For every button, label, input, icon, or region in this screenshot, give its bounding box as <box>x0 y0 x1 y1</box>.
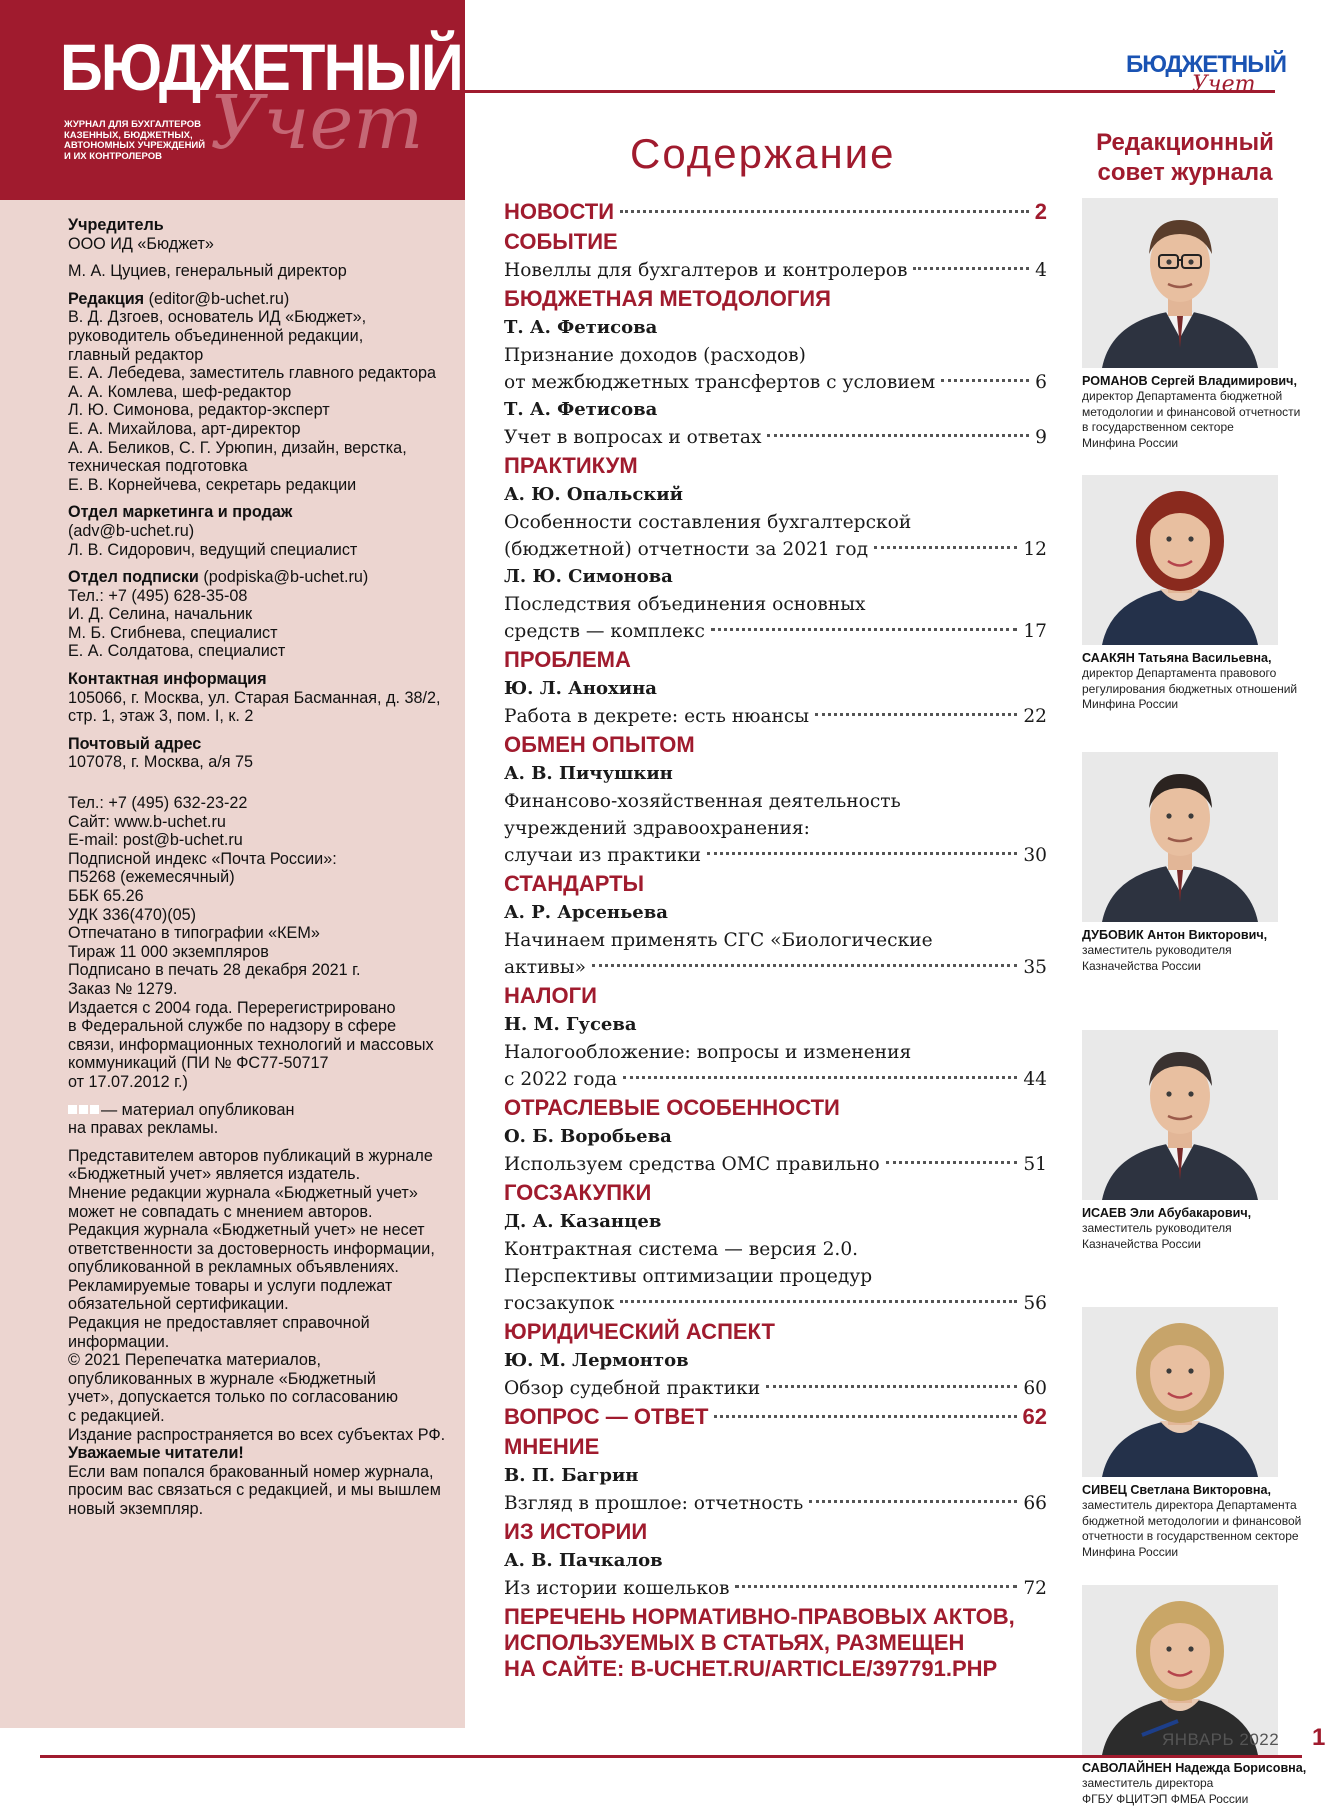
text-line: Тел.: +7 (495) 632-23-22 <box>68 794 443 813</box>
member-role-line: Минфина России <box>1082 1545 1314 1561</box>
masthead <box>0 0 465 200</box>
text-line: E-mail: post@b-uchet.ru <box>68 831 443 850</box>
text-line: И. Д. Селина, начальник <box>68 605 443 624</box>
ad-note-block <box>68 1101 443 1138</box>
toc-article-line: Контрактная система — версия 2.0. <box>504 1236 1047 1263</box>
text-line: В. Д. Дзгоев, основатель ИД «Бюджет», <box>68 308 443 327</box>
text-line: Редакция не предоставляет справочной <box>68 1314 443 1333</box>
toc-article-entry-page: 44 <box>1023 1066 1047 1093</box>
toc-article-entry[interactable] <box>504 1575 1047 1602</box>
toc-footer-note <box>504 1604 1047 1682</box>
toc-section-heading: ЮРИДИЧЕСКИЙ АСПЕКТ <box>504 1317 1047 1347</box>
text-line: А. А. Беликов, С. Г. Урюпин, дизайн, верстка, <box>68 439 443 458</box>
toc-article-line: Налогообложение: вопросы и изменения <box>504 1039 1047 1066</box>
text-line: Подписной индекс «Почта России»: <box>68 850 443 869</box>
member-name: СИВЕЦ Светлана Викторовна, <box>1082 1483 1314 1498</box>
toc-author: Ю. Л. Анохина <box>504 675 1047 703</box>
toc-article-line: Перспективы оптимизации процедур <box>504 1263 1047 1290</box>
toc-article-line: учреждений здравоохранения: <box>504 815 1047 842</box>
toc-section-entry-page: 62 <box>1023 1402 1047 1432</box>
leader-dots <box>766 1385 1017 1388</box>
board-member <box>1082 1585 1314 1807</box>
text-line: ответственности за достоверность информации, <box>68 1240 443 1259</box>
text-line: © 2021 Перепечатка материалов, <box>68 1351 443 1370</box>
toc-section-entry-page: 2 <box>1035 197 1047 227</box>
contacts-lines <box>68 689 443 726</box>
member-role-line: Казначейства России <box>1082 1237 1314 1253</box>
editorial-block <box>68 290 443 495</box>
member-name: САВОЛАЙНЕН Надежда Борисовна, <box>1082 1761 1314 1776</box>
subscription-email: (podpiska@b-uchet.ru) <box>199 568 368 586</box>
toc-article-entry-page: 22 <box>1023 703 1047 730</box>
text-line: Мнение редакции журнала «Бюджетный учет» <box>68 1184 443 1203</box>
leader-dots <box>809 1500 1017 1503</box>
board-member <box>1082 752 1314 974</box>
imprint-column <box>0 0 465 1728</box>
ad-marker-square <box>68 1105 77 1114</box>
toc-article-entry-page: 60 <box>1023 1375 1047 1402</box>
toc-footer-line: НА САЙТЕ: B-UCHET.RU/ARTICLE/397791.PHP <box>504 1656 1047 1682</box>
member-role <box>1082 389 1314 451</box>
leader-dots <box>620 210 1029 213</box>
toc-article-entry-page: 4 <box>1035 257 1047 284</box>
toc-title: Содержание <box>630 130 895 178</box>
text-line: Отпечатано в типографии «КЕМ» <box>68 924 443 943</box>
toc-article-entry-page: 30 <box>1023 842 1047 869</box>
postal-title: Почтовый адрес <box>68 735 443 754</box>
leader-dots <box>913 267 1029 270</box>
small-logo <box>1126 52 1286 78</box>
member-role-line: методологии и финансовой отчетности <box>1082 405 1314 421</box>
toc-section-entry-label: НОВОСТИ <box>504 197 614 227</box>
text-line: Е. А. Лебедева, заместитель главного редактора <box>68 364 443 383</box>
board-member <box>1082 198 1314 451</box>
info-lines <box>68 794 443 1092</box>
member-role-line: директор Департамента правового <box>1082 666 1314 682</box>
text-line: Представителем авторов публикаций в журнале <box>68 1147 443 1166</box>
toc-article-entry[interactable] <box>504 1066 1047 1093</box>
board-member <box>1082 1307 1314 1560</box>
toc-section-entry[interactable] <box>504 1402 1047 1432</box>
member-role-line: директор Департамента бюджетной <box>1082 389 1314 405</box>
text-line: Рекламируемые товары и услуги подлежат <box>68 1277 443 1296</box>
small-logo-script: Учет <box>1192 72 1255 97</box>
text-line: в Федеральной службе по надзору в сфере <box>68 1017 443 1036</box>
toc-author: Д. А. Казанцев <box>504 1208 1047 1236</box>
masthead-subtitle-line: ЖУРНАЛ ДЛЯ БУХГАЛТЕРОВ <box>64 120 224 131</box>
leader-dots <box>714 1415 1016 1418</box>
postal-block <box>68 735 443 772</box>
info-block <box>68 794 443 1092</box>
text-line: Тираж 11 000 экземпляров <box>68 943 443 962</box>
text-line: (adv@b-uchet.ru) <box>68 522 443 541</box>
member-name: ИСАЕВ Эли Абубакарович, <box>1082 1206 1314 1221</box>
member-role-line: бюджетной методологии и финансовой <box>1082 1514 1314 1530</box>
editorial-lines <box>68 308 443 494</box>
editorial-title: Редакция <box>68 290 144 308</box>
leader-dots <box>735 1585 1017 1588</box>
subscription-block <box>68 568 443 661</box>
toc-section-heading: ОТРАСЛЕВЫЕ ОСОБЕННОСТИ <box>504 1093 1047 1123</box>
toc-article-entry-page: 6 <box>1035 369 1047 396</box>
marketing-title: Отдел маркетинга и продаж <box>68 503 443 522</box>
toc-article-entry-page: 12 <box>1023 536 1047 563</box>
toc-article-entry-label: Из истории кошельков <box>504 1575 729 1602</box>
toc-section-heading: СТАНДАРТЫ <box>504 869 1047 899</box>
text-line: просим вас связаться с редакцией, и мы вышлем <box>68 1481 443 1500</box>
toc-author: А. Ю. Опальский <box>504 481 1047 509</box>
text-line: Л. В. Сидорович, ведущий специалист <box>68 541 443 560</box>
member-role <box>1082 1776 1314 1807</box>
member-role-line: регулирования бюджетных отношений <box>1082 682 1314 698</box>
toc-article-entry-label: (бюджетной) отчетности за 2021 год <box>504 536 868 563</box>
toc-section-heading: ИЗ ИСТОРИИ <box>504 1517 1047 1547</box>
toc-footer-line: ИСПОЛЬЗУЕМЫХ В СТАТЬЯХ, РАЗМЕЩЕН <box>504 1630 1047 1656</box>
text-line: учет», допускается только по согласованию <box>68 1388 443 1407</box>
toc-author: А. В. Пачкалов <box>504 1547 1047 1575</box>
toc-article-entry[interactable] <box>504 703 1047 730</box>
page-number: 1 <box>1312 1724 1325 1752</box>
toc-article-entry-page: 9 <box>1035 424 1047 451</box>
toc-article-entry-label: Обзор судебной практики <box>504 1375 760 1402</box>
text-line: обязательной сертификации. <box>68 1295 443 1314</box>
toc-author: А. Р. Арсеньева <box>504 899 1047 927</box>
toc-section-heading: ПРОБЛЕМА <box>504 645 1047 675</box>
toc-article-entry[interactable] <box>504 369 1047 396</box>
toc-article-entry-page: 17 <box>1023 618 1047 645</box>
text-line: коммуникаций (ПИ № ФС77-50717 <box>68 1054 443 1073</box>
readers-lines <box>68 1463 443 1519</box>
toc-article-line: Особенности составления бухгалтерской <box>504 509 1047 536</box>
leader-dots <box>620 1300 1017 1303</box>
toc-footer-line: ПЕРЕЧЕНЬ НОРМАТИВНО-ПРАВОВЫХ АКТОВ, <box>504 1604 1047 1630</box>
text-line: Издается с 2004 года. Перерегистрировано <box>68 999 443 1018</box>
text-line: руководитель объединенной редакции, <box>68 327 443 346</box>
member-name: СААКЯН Татьяна Васильевна, <box>1082 651 1314 666</box>
member-role <box>1082 666 1314 713</box>
masthead-subtitle-line: И ИХ КОНТРОЛЕРОВ <box>64 152 224 163</box>
member-name: РОМАНОВ Сергей Владимирович, <box>1082 374 1314 389</box>
leader-dots <box>941 379 1029 382</box>
portrait-photo <box>1082 198 1278 368</box>
bottom-rule <box>40 1755 1302 1758</box>
toc-section-heading: ПРАКТИКУМ <box>504 451 1047 481</box>
leader-dots <box>623 1076 1017 1079</box>
toc-article-entry[interactable] <box>504 618 1047 645</box>
member-name: ДУБОВИК Антон Викторович, <box>1082 928 1314 943</box>
board-heading <box>1085 128 1285 188</box>
text-line: П5268 (ежемесячный) <box>68 868 443 887</box>
subscription-lines <box>68 587 443 661</box>
toc-section-entry[interactable] <box>504 197 1047 227</box>
toc-article-line: Признание доходов (расходов) <box>504 342 1047 369</box>
issue-date: ЯНВАРЬ 2022 <box>1162 1730 1279 1750</box>
portrait-photo <box>1082 475 1278 645</box>
toc-article-entry-label: Учет в вопросах и ответах <box>504 424 761 451</box>
member-role-line: заместитель руководителя <box>1082 943 1314 959</box>
director-block <box>68 262 443 281</box>
toc-article-entry[interactable] <box>504 1151 1047 1178</box>
toc-article-entry[interactable] <box>504 842 1047 869</box>
toc-author: Т. А. Фетисова <box>504 314 1047 342</box>
text-line: техническая подготовка <box>68 457 443 476</box>
toc-author: Т. А. Фетисова <box>504 396 1047 424</box>
text-line: с редакцией. <box>68 1407 443 1426</box>
text-line: опубликованной в рекламных объявлениях. <box>68 1258 443 1277</box>
text-line: от 17.07.2012 г.) <box>68 1073 443 1092</box>
text-line: стр. 1, этаж 3, пом. I, к. 2 <box>68 707 443 726</box>
toc-article-line: Начинаем применять СГС «Биологические <box>504 927 1047 954</box>
toc-section-heading: ОБМЕН ОПЫТОМ <box>504 730 1047 760</box>
text-line: Если вам попался бракованный номер журнала, <box>68 1463 443 1482</box>
readers-title: Уважаемые читатели! <box>68 1444 443 1463</box>
toc-article-entry-label: случаи из практики <box>504 842 701 869</box>
founder-block <box>68 216 443 253</box>
marketing-lines <box>68 522 443 559</box>
masthead-subtitle-line: АВТОНОМНЫХ УЧРЕЖДЕНИЙ <box>64 141 224 152</box>
toc-article-entry-label: госзакупок <box>504 1290 614 1317</box>
text-line: УДК 336(470)(05) <box>68 906 443 925</box>
toc-article-entry-page: 56 <box>1023 1290 1047 1317</box>
text-line: Тел.: +7 (495) 628-35-08 <box>68 587 443 606</box>
toc-article-line: Финансово-хозяйственная деятельность <box>504 788 1047 815</box>
text-line: Л. Ю. Симонова, редактор-эксперт <box>68 401 443 420</box>
text-line: Е. А. Михайлова, арт-директор <box>68 420 443 439</box>
text-line: Е. А. Солдатова, специалист <box>68 642 443 661</box>
toc-author: Н. М. Гусева <box>504 1011 1047 1039</box>
board-heading-line: Редакционный <box>1085 128 1285 158</box>
toc-article-entry-label: с 2022 года <box>504 1066 617 1093</box>
text-line: Издание распространяется во всех субъектах РФ. <box>68 1426 443 1445</box>
text-line: Редакция журнала «Бюджетный учет» не несет <box>68 1221 443 1240</box>
postal-lines <box>68 753 443 772</box>
board-heading-line: совет журнала <box>1085 158 1285 188</box>
toc-article-entry-label: средств — комплекс <box>504 618 705 645</box>
text-line: Е. В. Корнейчева, секретарь редакции <box>68 476 443 495</box>
toc-author: Ю. М. Лермонтов <box>504 1347 1047 1375</box>
portrait-photo <box>1082 752 1278 922</box>
text-line: главный редактор <box>68 346 443 365</box>
leader-dots <box>711 628 1017 631</box>
toc-article-entry[interactable] <box>504 536 1047 563</box>
editorial-email: (editor@b-uchet.ru) <box>144 290 289 308</box>
disclaimer-lines <box>68 1147 443 1445</box>
toc-section-entry-label: ВОПРОС — ОТВЕТ <box>504 1402 708 1432</box>
member-role-line: ФГБУ ФЦИТЭП ФМБА России <box>1082 1792 1314 1807</box>
member-role-line: Минфина России <box>1082 697 1314 713</box>
member-role <box>1082 943 1314 974</box>
member-role <box>1082 1221 1314 1252</box>
toc-article-entry-label: от межбюджетных трансфертов с условием <box>504 369 935 396</box>
toc-author: О. Б. Воробьева <box>504 1123 1047 1151</box>
member-role <box>1082 1498 1314 1560</box>
toc-article-entry[interactable] <box>504 954 1047 981</box>
contacts-title: Контактная информация <box>68 670 443 689</box>
toc-article-entry-page: 72 <box>1023 1575 1047 1602</box>
toc-section-heading: ГОСЗАКУПКИ <box>504 1178 1047 1208</box>
member-role-line: Минфина России <box>1082 436 1314 452</box>
toc-article-entry-label: Работа в декрете: есть нюансы <box>504 703 809 730</box>
text-line: М. Б. Сгибнева, специалист <box>68 624 443 643</box>
toc-article-entry-label: Новеллы для бухгалтеров и контролеров <box>504 257 907 284</box>
toc-article-entry[interactable] <box>504 1290 1047 1317</box>
member-role-line: в государственном секторе <box>1082 420 1314 436</box>
toc-article-entry-page: 35 <box>1023 954 1047 981</box>
toc-article-entry-label: Взгляд в прошлое: отчетность <box>504 1490 803 1517</box>
founder-title: Учредитель <box>68 216 443 235</box>
founder-line: ООО ИД «Бюджет» <box>68 235 443 254</box>
toc-article-entry-page: 66 <box>1023 1490 1047 1517</box>
masthead-subtitle <box>64 120 224 162</box>
leader-dots <box>707 852 1017 855</box>
toc-article-entry[interactable] <box>504 424 1047 451</box>
leader-dots <box>886 1161 1018 1164</box>
text-line: Сайт: www.b-uchet.ru <box>68 813 443 832</box>
disclaimer-block <box>68 1147 443 1519</box>
ad-marker-square <box>79 1105 88 1114</box>
marketing-block <box>68 503 443 559</box>
text-line: А. А. Комлева, шеф-редактор <box>68 383 443 402</box>
toc-article-line: Последствия объединения основных <box>504 591 1047 618</box>
leader-dots <box>767 434 1029 437</box>
masthead-title: БЮДЖЕТНЫЙ <box>60 34 462 100</box>
ad-marker-square <box>90 1105 99 1114</box>
toc-section-heading: СОБЫТИЕ <box>504 227 1047 257</box>
portrait-photo <box>1082 1030 1278 1200</box>
toc-author: Л. Ю. Симонова <box>504 563 1047 591</box>
toc-article-entry-page: 51 <box>1023 1151 1047 1178</box>
text-line: «Бюджетный учет» является издатель. <box>68 1165 443 1184</box>
toc-article-entry[interactable] <box>504 1490 1047 1517</box>
text-line: информации. <box>68 1333 443 1352</box>
contacts-block <box>68 670 443 726</box>
board-member <box>1082 475 1314 713</box>
board-member <box>1082 1030 1314 1252</box>
member-role-line: отчетности в государственном секторе <box>1082 1529 1314 1545</box>
text-line: Заказ № 1279. <box>68 980 443 999</box>
toc-section-heading: МНЕНИЕ <box>504 1432 1047 1462</box>
toc-article-entry[interactable] <box>504 1375 1047 1402</box>
text-line: связи, информационных технологий и массовых <box>68 1036 443 1055</box>
portrait-photo <box>1082 1307 1278 1477</box>
table-of-contents <box>504 197 1047 1682</box>
toc-section-heading: НАЛОГИ <box>504 981 1047 1011</box>
masthead-script: Учет <box>210 86 423 160</box>
toc-author: А. В. Пичушкин <box>504 760 1047 788</box>
member-role-line: заместитель директора <box>1082 1776 1314 1792</box>
small-logo-main: БЮДЖЕТНЫЙ <box>1126 52 1286 78</box>
text-line: новый экземпляр. <box>68 1500 443 1519</box>
toc-article-entry[interactable] <box>504 257 1047 284</box>
imprint-text <box>68 216 443 1519</box>
text-line: опубликованных в журнале «Бюджетный <box>68 1370 443 1389</box>
subscription-title: Отдел подписки <box>68 568 199 586</box>
leader-dots <box>592 964 1017 967</box>
leader-dots <box>815 713 1017 716</box>
text-line: Подписано в печать 28 декабря 2021 г. <box>68 961 443 980</box>
text-line: может не совпадать с мнением авторов. <box>68 1203 443 1222</box>
member-role-line: заместитель директора Департамента <box>1082 1498 1314 1514</box>
masthead-subtitle-line: КАЗЕННЫХ, БЮДЖЕТНЫХ, <box>64 131 224 142</box>
ad-note-line: на правах рекламы. <box>68 1119 443 1138</box>
text-line: 105066, г. Москва, ул. Старая Басманная, д. 38/2, <box>68 689 443 708</box>
director-line: М. А. Цуциев, генеральный директор <box>68 262 443 281</box>
toc-author: В. П. Багрин <box>504 1462 1047 1490</box>
toc-article-entry-label: Используем средства ОМС правильно <box>504 1151 880 1178</box>
text-line: 107078, г. Москва, а/я 75 <box>68 753 443 772</box>
leader-dots <box>874 546 1017 549</box>
toc-section-heading: БЮДЖЕТНАЯ МЕТОДОЛОГИЯ <box>504 284 1047 314</box>
top-rule <box>465 90 1275 93</box>
member-role-line: Казначейства России <box>1082 959 1314 975</box>
member-role-line: заместитель руководителя <box>1082 1221 1314 1237</box>
ad-note-line: — материал опубликован <box>101 1101 294 1119</box>
toc-article-entry-label: активы» <box>504 954 586 981</box>
text-line: ББК 65.26 <box>68 887 443 906</box>
